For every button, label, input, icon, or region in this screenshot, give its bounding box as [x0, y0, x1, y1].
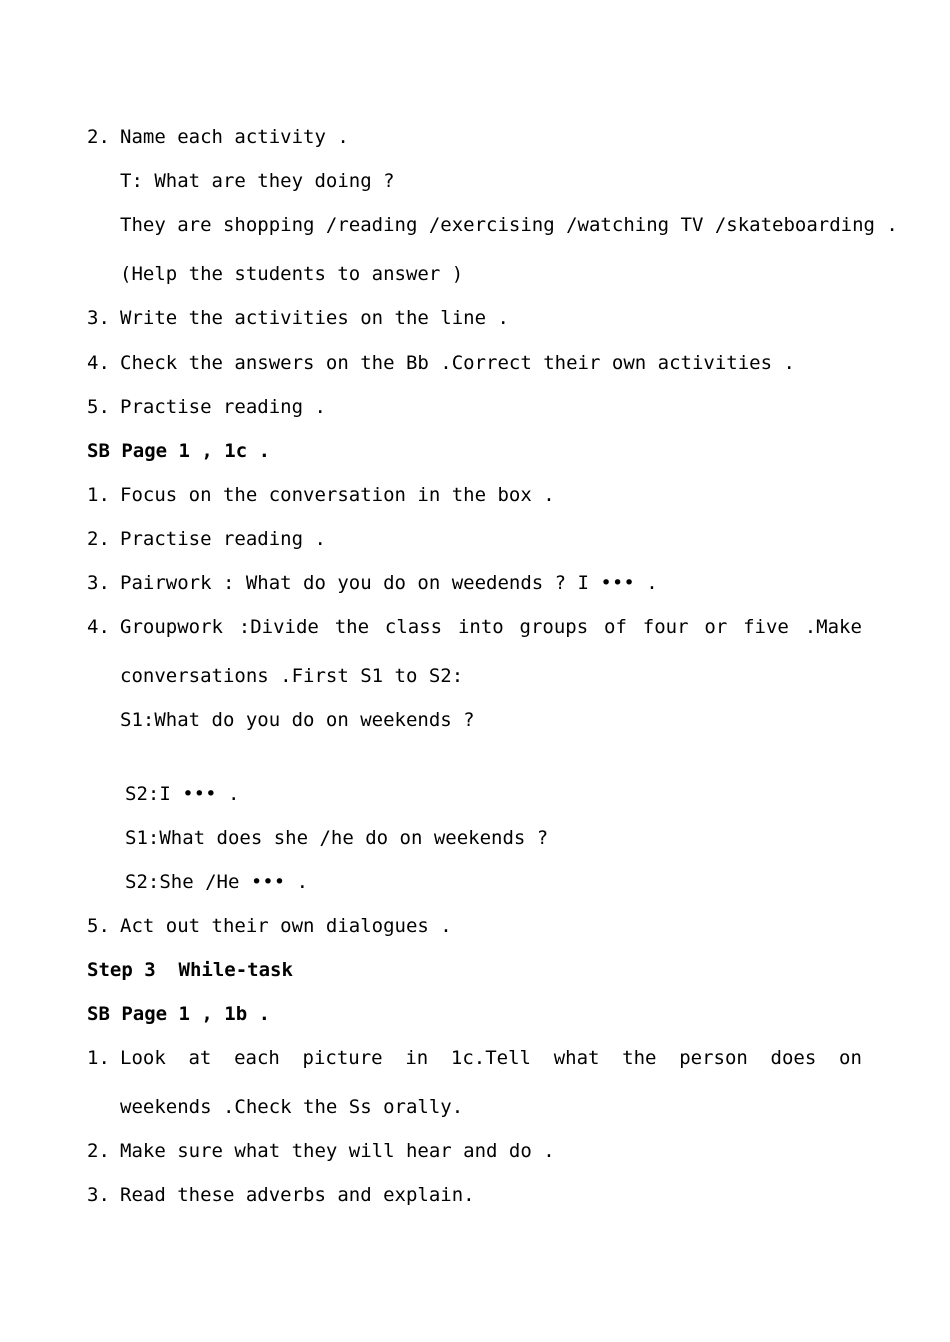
body-line: They are shopping /reading /exercising /watching TV /skateboarding .: [120, 214, 898, 236]
item-number: 3.: [87, 1184, 110, 1206]
word: .Make: [804, 616, 862, 638]
word: each: [234, 1047, 280, 1069]
justified-line: [120, 615, 862, 639]
item-number: 2.: [87, 528, 110, 550]
item-text: Make sure what they will hear and do .: [120, 1140, 555, 1162]
dialogue-line: S2:I ••• .: [125, 783, 240, 805]
section-heading: Step 3 While-task: [87, 959, 293, 981]
word: on: [839, 1047, 862, 1069]
dialogue-line: S1:What do you do on weekends ?: [120, 709, 475, 731]
word: five: [743, 616, 789, 638]
item-text: Practise reading .: [120, 396, 326, 418]
word: person: [679, 1047, 748, 1069]
word: does: [770, 1047, 817, 1069]
item-text: Practise reading .: [120, 528, 326, 550]
item-text: Pairwork : What do you do on weedends ? I ••• .: [120, 572, 658, 594]
body-line: (Help the students to answer ): [120, 263, 464, 285]
word: or: [704, 616, 728, 638]
item-number: 2.: [87, 126, 110, 148]
section-heading: SB Page 1 , 1b .: [87, 1003, 271, 1025]
item-number: 5.: [87, 396, 110, 418]
dialogue-line: T: What are they doing ?: [120, 170, 395, 192]
word: four: [642, 616, 689, 638]
word: in: [405, 1047, 429, 1069]
dialogue-line: S1:What does she /he do on weekends ?: [125, 827, 549, 849]
item-text: Act out their own dialogues .: [120, 915, 452, 937]
word: what: [553, 1047, 600, 1069]
item-text: Read these adverbs and explain.: [120, 1184, 475, 1206]
item-text: Focus on the conversation in the box .: [120, 484, 555, 506]
word: class: [384, 616, 443, 638]
item-number: 1.: [87, 1047, 110, 1069]
word: Look: [120, 1047, 166, 1069]
word: Groupwork: [120, 616, 223, 638]
word: picture: [302, 1047, 383, 1069]
word: the: [622, 1047, 657, 1069]
item-number: 1.: [87, 484, 110, 506]
dialogue-line: S2:She /He ••• .: [125, 871, 309, 893]
body-line: conversations .First S1 to S2:: [120, 665, 464, 687]
word: into: [457, 616, 504, 638]
item-number: 3.: [87, 572, 110, 594]
word: at: [188, 1047, 212, 1069]
word: the: [334, 616, 370, 638]
word: groups: [519, 616, 589, 638]
section-heading: SB Page 1 , 1c .: [87, 440, 271, 462]
item-number: 5.: [87, 915, 110, 937]
item-text: Write the activities on the line .: [120, 307, 509, 329]
item-number: 2.: [87, 1140, 110, 1162]
item-number: 4.: [87, 616, 110, 638]
word: of: [604, 616, 627, 638]
word: 1c.Tell: [450, 1047, 531, 1069]
item-text: Check the answers on the Bb .Correct their own activities .: [120, 352, 795, 374]
item-number: 4.: [87, 352, 110, 374]
item-text: Name each activity .: [120, 126, 349, 148]
item-number: 3.: [87, 307, 110, 329]
body-line: weekends .Check the Ss orally.: [120, 1096, 464, 1118]
justified-line: [120, 1046, 862, 1070]
word: :Divide: [238, 616, 319, 638]
